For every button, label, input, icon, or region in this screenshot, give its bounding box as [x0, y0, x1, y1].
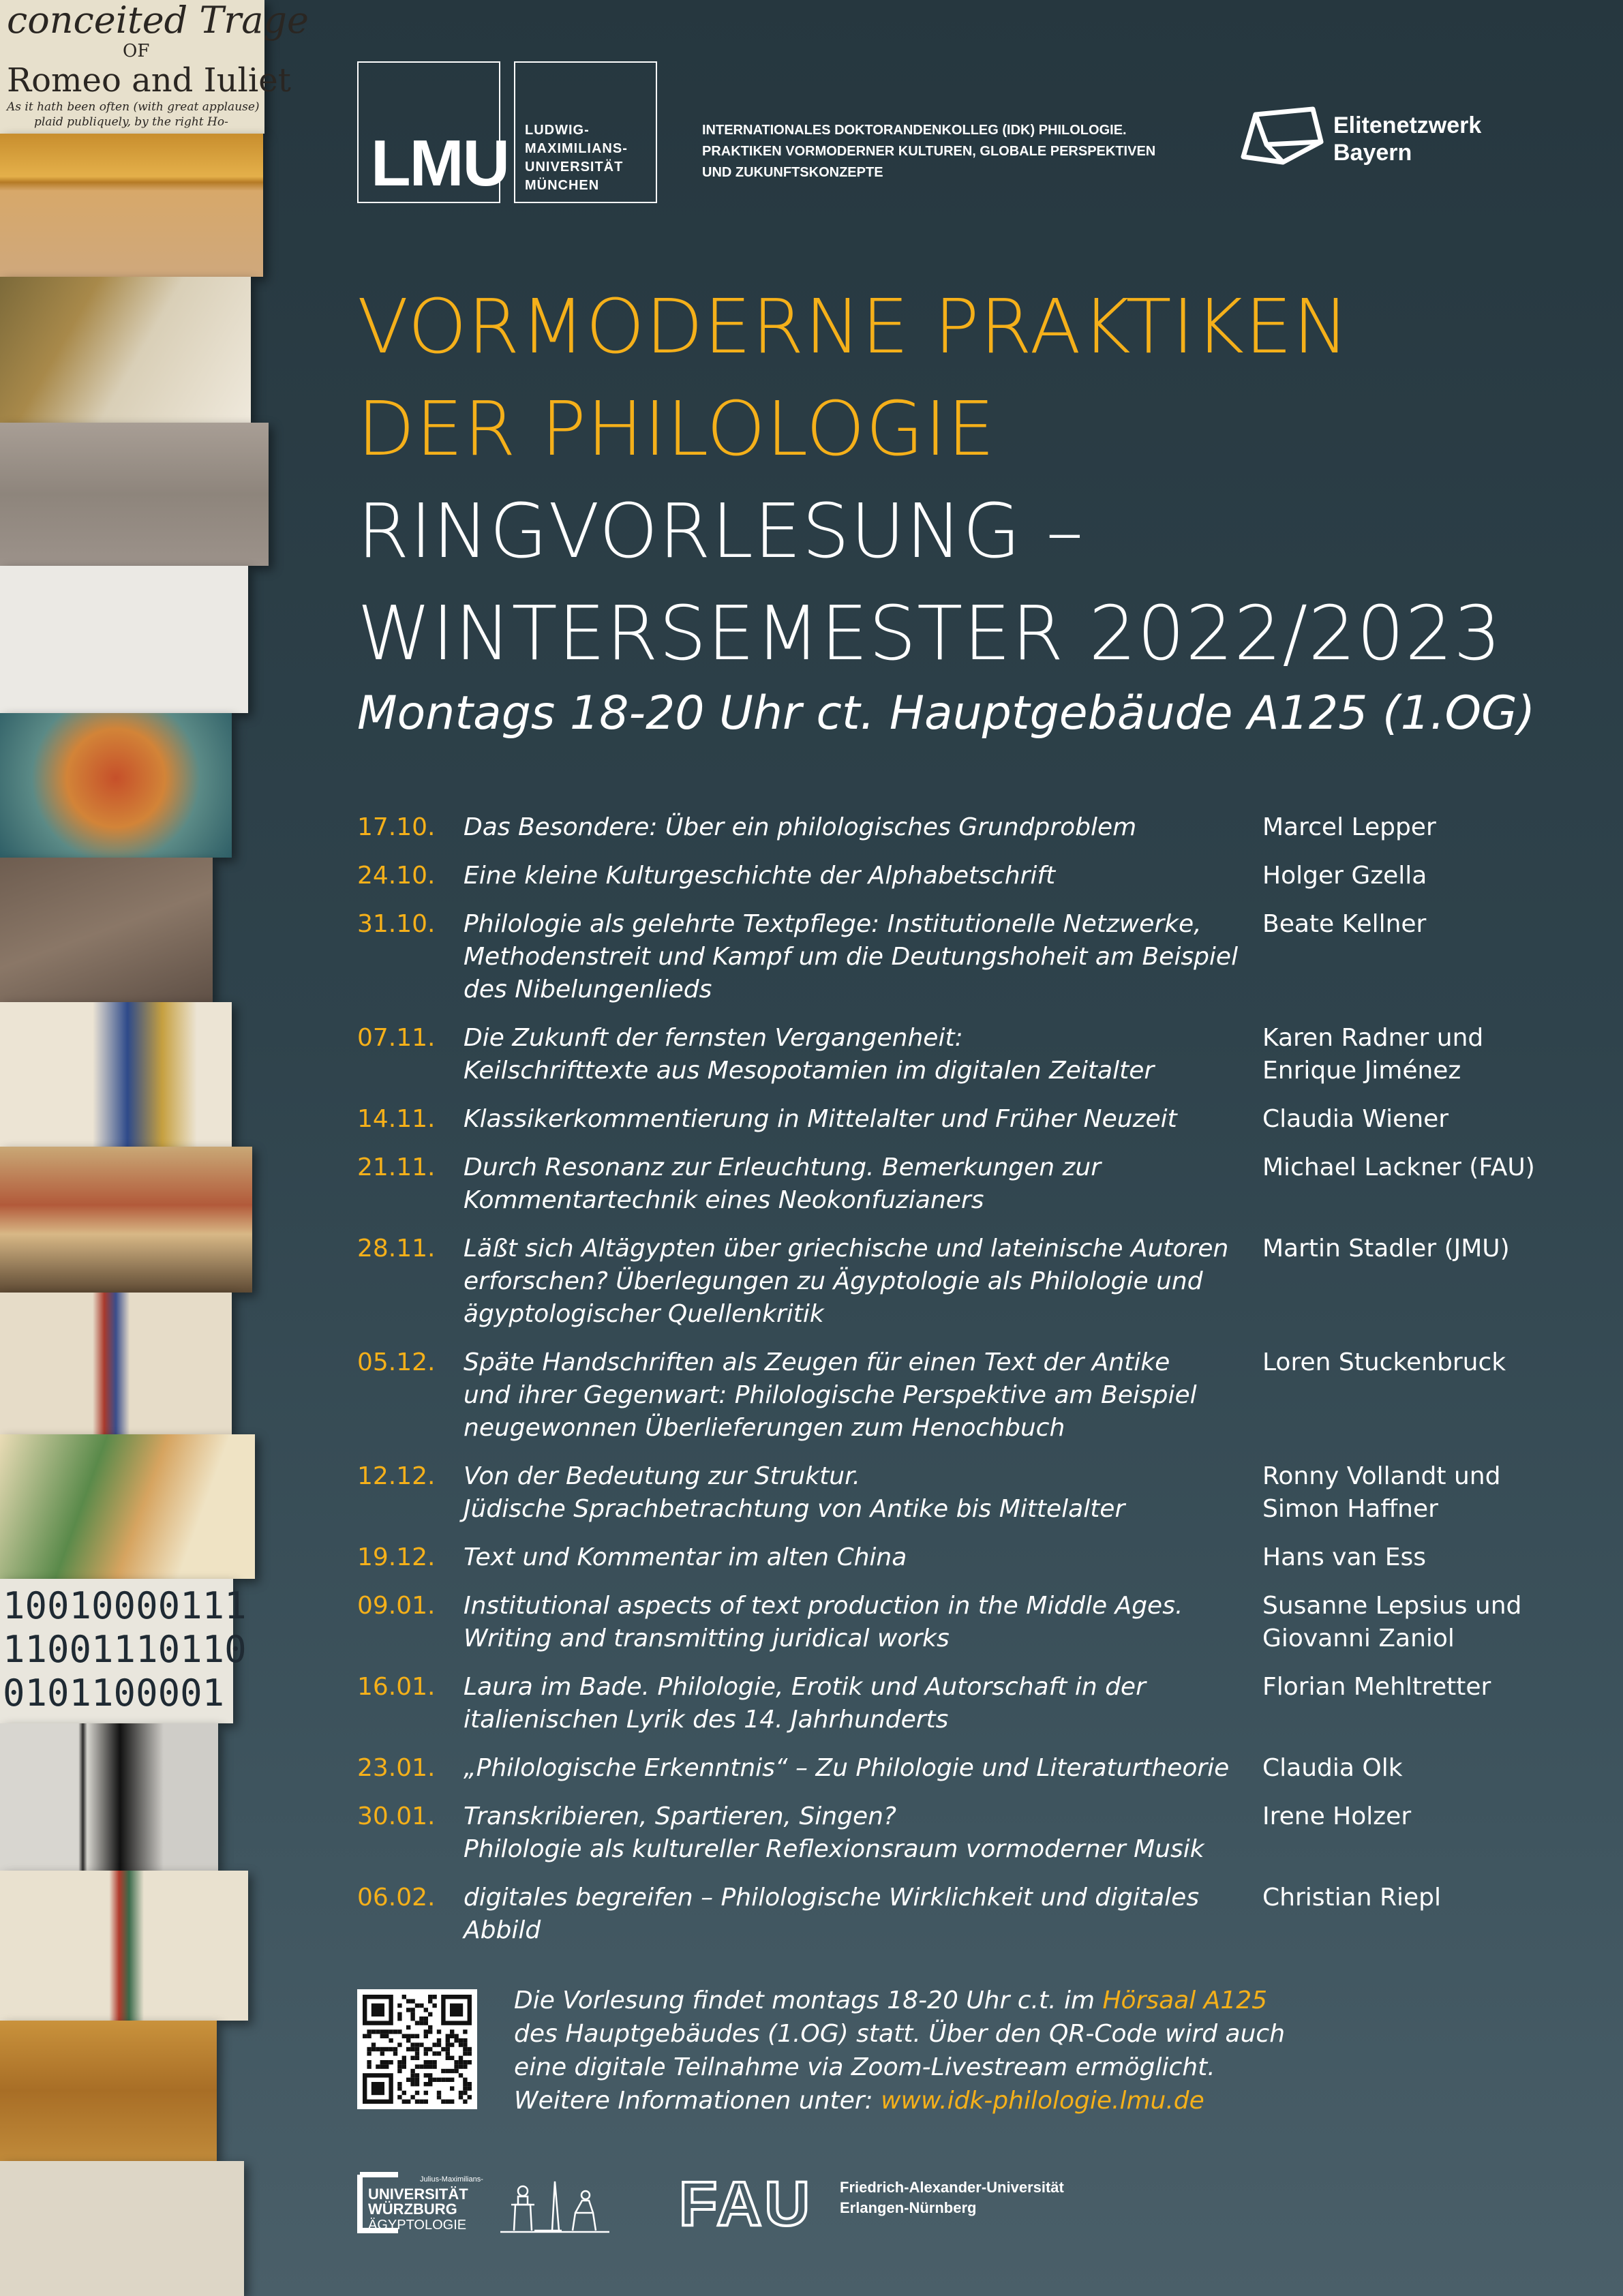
qr-code-pattern: [363, 1995, 472, 2104]
tile-illuminated-initial: [0, 1002, 232, 1147]
schedule-row: [357, 1460, 1584, 1526]
lecture-topic: Klassikerkommentierung in Mittelalter und Früher Neuzeit: [464, 1105, 1177, 1133]
schedule-row: [357, 1590, 1584, 1655]
lecture-topic: Philologie als gelehrte Textpflege: Institutionelle Netzwerke, Methodenstreit und Kampf um die Deutungshoheit am Beispiel des Nibelungenlieds: [464, 910, 1239, 1003]
schedule-row: [357, 1022, 1584, 1087]
lecture-speaker: Christian Riepl: [1262, 1884, 1441, 1912]
tile-stone-inscription: [0, 423, 269, 566]
title-line-3: RINGVORLESUNG –: [357, 487, 1084, 575]
archaeology-icon: [500, 2181, 609, 2232]
tile-hebrew-manuscript: [0, 2021, 217, 2161]
tile1-line1: conceited Trage: [7, 0, 309, 42]
lecture-topic: „Philologische Erkenntnis“ – Zu Philologie und Literaturtheorie: [464, 1754, 1230, 1782]
schedule-row: [357, 1233, 1584, 1331]
schedule-row: [357, 1752, 1584, 1785]
lecture-date: 16.01.: [357, 1673, 436, 1701]
wuerzburg-aegyptologie-logo: [357, 2172, 616, 2233]
lecture-topic: digitales begreifen – Philologische Wirklichkeit und digitales Abbild: [464, 1884, 1200, 1944]
lecture-date: 09.01.: [357, 1592, 436, 1620]
lmu-logo-mark: LMU: [371, 127, 509, 200]
tile1-line2: OF: [123, 41, 150, 61]
wue-small-text: Julius-Maximilians-: [420, 2175, 483, 2184]
tile-illuminated-music-page: [0, 277, 251, 423]
lmu-name-box: [514, 61, 657, 203]
tile-buddhist-painting: [0, 713, 232, 858]
fau-logo-mark: [679, 2169, 829, 2239]
tile-scanned-pages: [0, 1723, 218, 1871]
lecture-schedule: [357, 811, 1584, 1963]
lecture-date: 21.11.: [357, 1153, 436, 1181]
lecture-topic: Durch Resonanz zur Erleuchtung. Bemerkungen zur Kommentartechnik eines Neokonfuzianers: [464, 1153, 1102, 1214]
lecture-topic: Transkribieren, Spartieren, Singen? Philologie als kultureller Reflexionsraum vormoderner Musik: [464, 1802, 1204, 1863]
lecture-speaker: Susanne Lepsius und Giovanni Zaniol: [1262, 1592, 1522, 1652]
qr-code[interactable]: [357, 1989, 477, 2109]
lecture-speaker: Ronny Vollandt und Simon Haffner: [1262, 1462, 1501, 1523]
tile-music-manuscript: [0, 1871, 248, 2021]
lecture-speaker: Michael Lackner (FAU): [1262, 1153, 1535, 1181]
info-line-3: eine digitale Teilnahme via Zoom-Livestream ermöglicht.: [514, 2053, 1215, 2081]
lecture-topic: Eine kleine Kulturgeschichte der Alphabetschrift: [464, 862, 1056, 890]
idk-line-2: PRAKTIKEN VORMODERNER KULTUREN, GLOBALE PERSPEKTIVEN: [702, 144, 1156, 159]
elitenetzwerk-logo: [1241, 105, 1513, 180]
info-line-2: des Hauptgebäudes (1.OG) statt. Über den QR-Code wird auch: [514, 2020, 1286, 2048]
schedule-row: [357, 860, 1584, 892]
lecture-topic: Laura im Bade. Philologie, Erotik und Autorschaft in der italienischen Lyrik des 14. Jahrhunderts: [464, 1673, 1146, 1734]
lecture-date: 31.10.: [357, 910, 436, 938]
lecture-date: 28.11.: [357, 1235, 436, 1263]
tile-relief-carving: [0, 858, 213, 1002]
tile1-line3: Romeo and Iuliet: [7, 61, 291, 100]
schedule-row: [357, 1882, 1584, 1947]
info-line-4-text: Weitere Informationen unter:: [514, 2087, 881, 2115]
schedule-row: [357, 1800, 1584, 1866]
lecture-date: 14.11.: [357, 1105, 436, 1133]
info-line-4: [514, 2084, 1468, 2117]
lecture-speaker: Irene Holzer: [1262, 1802, 1412, 1830]
info-text: [514, 1984, 1468, 2117]
lecture-speaker: Marcel Lepper: [1262, 813, 1436, 841]
lecture-date: 19.12.: [357, 1543, 436, 1571]
lecture-topic: Die Zukunft der fernsten Vergangenheit: Keilschrifttexte aus Mesopotamien im digitalen Zeitalter: [464, 1024, 1155, 1085]
lecture-date: 06.02.: [357, 1884, 436, 1912]
lecture-speaker: Karen Radner und Enrique Jiménez: [1262, 1024, 1484, 1085]
title-line-1: VORMODERNE PRAKTIKEN: [357, 283, 1350, 370]
lecture-speaker: Loren Stuckenbruck: [1262, 1348, 1506, 1376]
title-line-4: WINTERSEMESTER 2022/2023: [357, 590, 1502, 677]
tile1-line5: plaid publiquely, by the right Ho-: [34, 115, 228, 129]
tile-binary-code: [0, 1579, 247, 1723]
lecture-date: 23.01.: [357, 1754, 436, 1782]
wue-universitaet: UNIVERSITÄT: [368, 2186, 468, 2203]
lmu-university-name: LUDWIG- MAXIMILIANS- UNIVERSITÄT MÜNCHEN: [525, 123, 628, 193]
tile-chinese-diagram: [0, 566, 248, 713]
tile-woodcut-portrait: [0, 1434, 255, 1579]
lecture-speaker: Florian Mehltretter: [1262, 1673, 1491, 1701]
lecture-topic: Von der Bedeutung zur Struktur. Jüdische Sprachbetrachtung von Antike bis Mittelalter: [464, 1462, 1125, 1523]
elitenetzwerk-icon: [1241, 106, 1325, 168]
idk-line-3: UND ZUKUNFTSKONZEPTE: [702, 165, 883, 180]
tile-egyptian-papyrus: [0, 1147, 252, 1293]
idk-program-text: [702, 120, 1179, 183]
schedule-row: [357, 1346, 1584, 1445]
website-link[interactable]: www.idk-philologie.lmu.de: [881, 2087, 1204, 2115]
lecture-date: 17.10.: [357, 813, 436, 841]
elitenetzwerk-name: Elitenetzwerk Bayern: [1333, 112, 1482, 166]
lecture-date: 24.10.: [357, 862, 436, 890]
schedule-row: [357, 908, 1584, 1006]
lmu-logo: [357, 61, 509, 203]
lecture-topic: Läßt sich Altägypten über griechische und lateinische Autoren erforschen? Überlegungen zu Ägyptologie als Philologie und ägyptologischer Quellenkritik: [464, 1235, 1229, 1328]
lecture-topic: Text und Kommentar im alten China: [464, 1543, 907, 1571]
info-line-1-text: Die Vorlesung findet montags 18-20 Uhr c.t. im: [514, 1987, 1103, 2014]
binary-line-3: 0101100001: [3, 1672, 225, 1715]
lecture-date: 05.12.: [357, 1348, 436, 1376]
lecture-date: 12.12.: [357, 1462, 436, 1490]
title-line-2: DER PHILOLOGIE: [357, 385, 996, 472]
lecture-topic: Das Besondere: Über ein philologisches Grundproblem: [464, 813, 1137, 841]
info-line-1: [514, 1984, 1468, 2017]
tile-romeo-juliet-print: [0, 0, 309, 134]
wue-wuerzburg: WÜRZBURG: [368, 2201, 457, 2218]
idk-line-1: INTERNATIONALES DOKTORANDENKOLLEG (IDK) PHILOLOGIE.: [702, 123, 1127, 138]
schedule-row: [357, 1541, 1584, 1574]
subtitle-time-location: Montags 18-20 Uhr ct. Hauptgebäude A125 (1.OG): [357, 686, 1536, 740]
lecture-speaker: Claudia Wiener: [1262, 1105, 1449, 1133]
schedule-row: [357, 1151, 1584, 1217]
binary-line-1: 10010000111: [3, 1584, 247, 1627]
fau-university-name: Friedrich-Alexander-Universität Erlangen-Nürnberg: [840, 2179, 1064, 2216]
tile-ethiopic-manuscript: [0, 1293, 232, 1434]
lecture-date: 07.11.: [357, 1024, 436, 1052]
lecture-speaker: Claudia Olk: [1262, 1754, 1403, 1782]
schedule-row: [357, 811, 1584, 844]
title-block: [357, 275, 1584, 684]
lecture-speaker: Beate Kellner: [1262, 910, 1427, 938]
lecture-topic: Späte Handschriften als Zeugen für einen Text der Antike und ihrer Gegenwart: Philologische Perspektive am Beispiel neugewonnen Überlieferungen zum Henochbuch: [464, 1348, 1197, 1442]
binary-line-2: 11001110110: [3, 1628, 247, 1671]
manuscript-image-strip: [0, 0, 309, 2296]
lecture-speaker: Martin Stadler (JMU): [1262, 1235, 1510, 1263]
lecture-speaker: Hans van Ess: [1262, 1543, 1427, 1571]
fau-mark-text: FAU: [679, 2169, 813, 2239]
schedule-row: [357, 1671, 1584, 1736]
wue-aegyptologie: ÄGYPTOLOGIE: [368, 2218, 467, 2233]
tile-golden-manuscript-cover: [0, 134, 263, 277]
lecture-date: 30.01.: [357, 1802, 436, 1830]
wuerzburg-logo-graphic: [357, 2172, 616, 2233]
schedule-row: [357, 1103, 1584, 1136]
tile-latin-manuscript: [0, 2161, 244, 2296]
fau-logo: [679, 2169, 1156, 2239]
lecture-topic: Institutional aspects of text production in the Middle Ages. Writing and transmitting juridical works: [464, 1592, 1183, 1652]
tile1-line4: As it hath been often (with great applause): [7, 100, 260, 114]
lecture-speaker: Holger Gzella: [1262, 862, 1427, 890]
lecture-hall: Hörsaal A125: [1102, 1987, 1268, 2014]
